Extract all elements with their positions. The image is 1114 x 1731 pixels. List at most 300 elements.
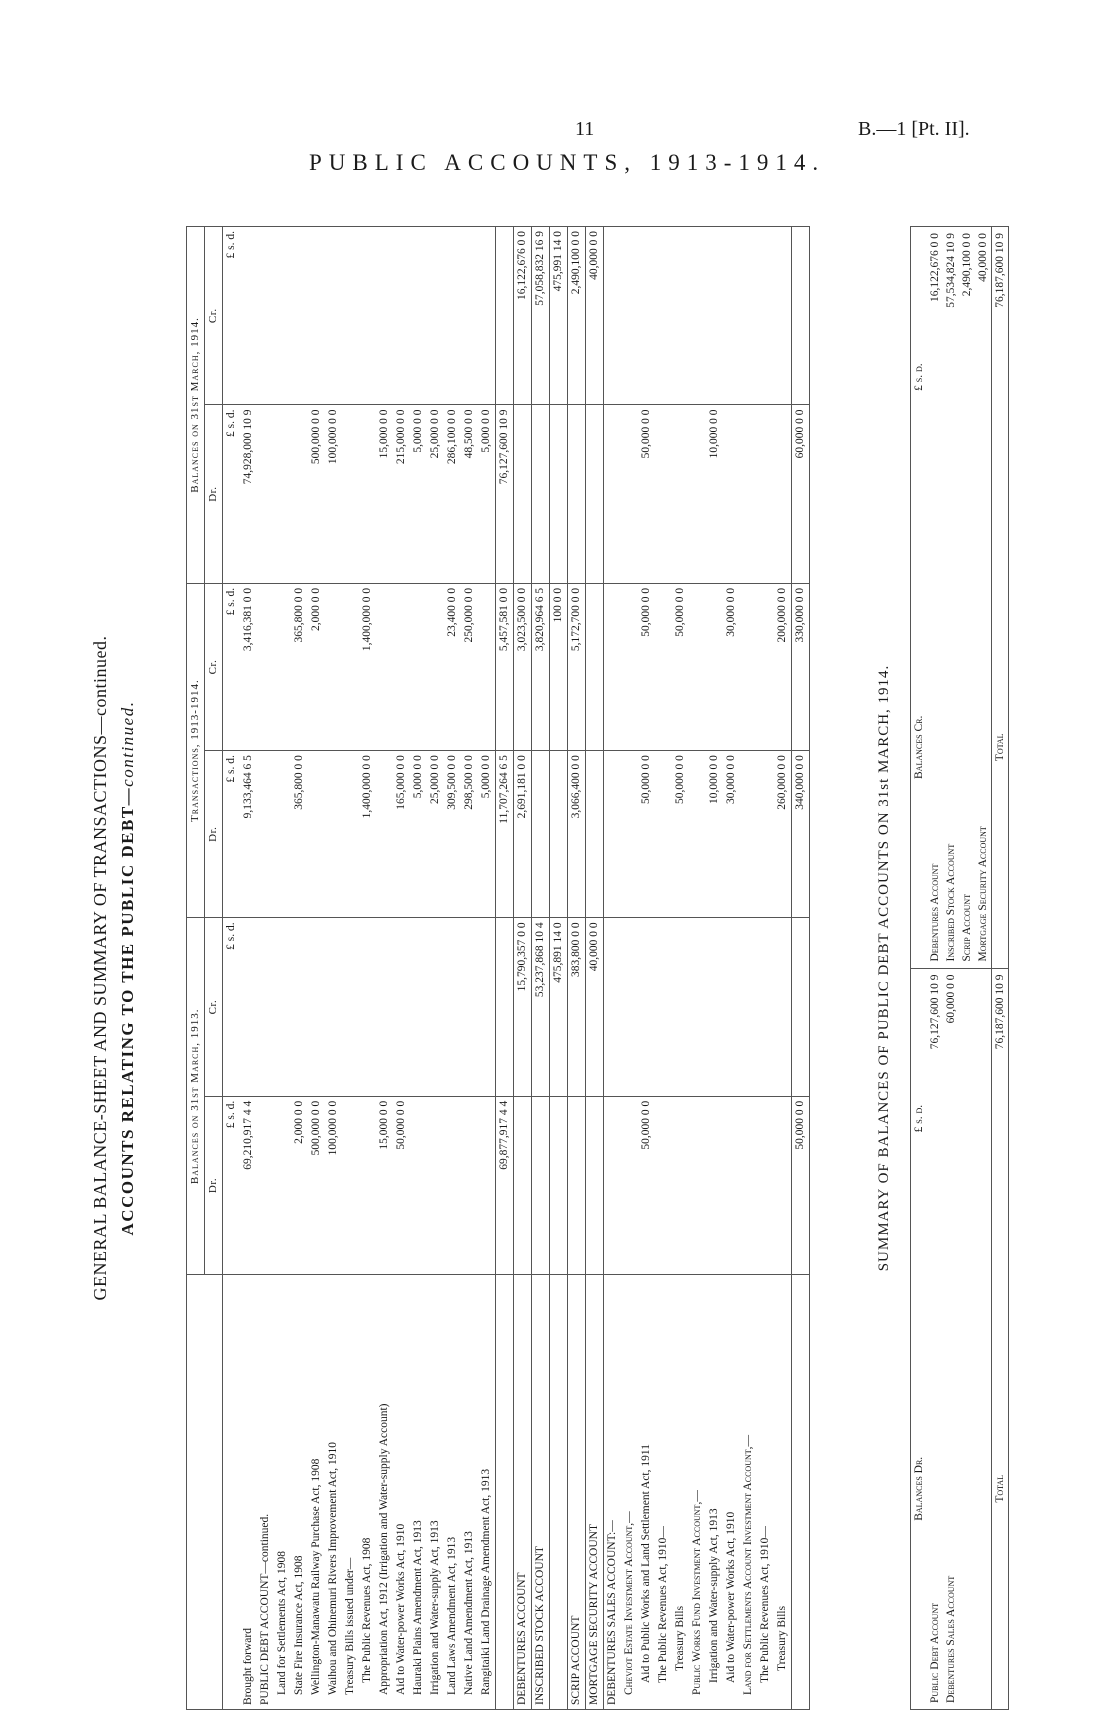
summary-cr-head: Balances Cr. [911,527,928,968]
summary-total-row [992,227,1009,1710]
amount-cell-c14 [774,227,792,405]
amount-cell-d13: 50,000 0 0 [638,1096,655,1274]
summary-total-label: Total [992,1269,1009,1710]
amount-cell-dt: 3,066,400 0 0 [568,751,586,918]
row-label [496,1275,514,1710]
row-label: SCRIP ACCOUNT [568,1275,586,1710]
row-label: Appropriation Act, 1912 (Irrigation and Water-supply Account) [376,1275,393,1710]
table-row [274,227,291,1710]
amount-cell-d14 [291,405,308,583]
amount-cell-c14: 57,058,832 16 9 [532,227,550,405]
amount-cell-dt: 165,000 0 0 [393,751,410,918]
amount-cell-c14 [274,227,291,405]
units-cell: £ s. d. [223,1096,241,1274]
row-label: Treasury Bills [774,1275,792,1710]
row-label: PUBLIC DEBT ACCOUNT—continued. [257,1275,274,1710]
amount-cell-d13 [723,1096,740,1274]
table-row [723,227,740,1710]
amount-cell-c14 [325,227,342,405]
table-row [410,227,427,1710]
amount-cell-c14 [240,227,257,405]
row-label: Brought forward [240,1275,257,1710]
amount-cell-ct: 50,000 0 0 [638,583,655,750]
amount-cell-d13 [550,1096,568,1274]
summary-dr-label: Debentures Sales Account [945,1575,957,1703]
row-label: Treasury Bills [672,1275,689,1710]
balance-sheet-title: GENERAL BALANCE-SHEET AND SUMMARY OF TRANSACTIONS—continued. [90,635,110,1301]
section-title [118,218,138,1718]
amount-cell-d13: 2,000 0 0 [291,1096,308,1274]
row-label: Aid to Water-power Works Act, 1910 [393,1275,410,1710]
amount-cell-c14 [427,227,444,405]
amount-cell-d13: 15,000 0 0 [376,1096,393,1274]
amount-cell-dt [257,751,274,918]
amount-cell-c14 [655,227,672,405]
amount-cell-c13 [723,918,740,1096]
amount-cell-d13 [342,1096,359,1274]
amount-cell-d14 [672,405,689,583]
units-blank [223,1275,241,1710]
amount-cell-d14 [757,405,774,583]
amount-cell-d13 [532,1096,550,1274]
summary-cr-value: 16,122,676 0 0 [929,233,941,302]
amount-cell-dt: 50,000 0 0 [672,751,689,918]
amount-cell-c14 [792,227,810,405]
summary-cr-label: Mortgage Security Account [975,527,992,968]
amount-cell-ct [274,583,291,750]
amount-cell-c13 [342,918,359,1096]
row-label: Hauraki Plains Amendment Act, 1913 [410,1275,427,1710]
amount-cell-ct [342,583,359,750]
subtotal-row [496,227,514,1710]
amount-cell-d14 [604,405,622,583]
row-label: INSCRIBED STOCK ACCOUNT [532,1275,550,1710]
amount-cell-d14 [655,405,672,583]
amount-cell-d13: 100,000 0 0 [325,1096,342,1274]
amount-cell-c13 [274,918,291,1096]
amount-cell-c14 [757,227,774,405]
amount-cell-d13: 50,000 0 0 [393,1096,410,1274]
row-label [792,1275,810,1710]
amount-cell-c14 [706,227,723,405]
amount-cell-c13 [376,918,393,1096]
amount-cell-c14: 16,122,676 0 0 [514,227,532,405]
amount-cell-c14: 475,991 14 0 [550,227,568,405]
amount-cell-d13: 69,877,917 4 4 [496,1096,514,1274]
amount-cell-d13 [359,1096,376,1274]
table-row [376,227,393,1710]
amount-cell-c13 [393,918,410,1096]
amount-cell-c13 [774,918,792,1096]
amount-cell-c13 [604,918,622,1096]
table-row [740,227,757,1710]
table-row [604,227,622,1710]
amount-cell-d13: 50,000 0 0 [792,1096,810,1274]
summary-units: £ s. d. [913,1104,925,1133]
units-cell: £ s. d. [223,227,241,405]
table-row [257,227,274,1710]
amount-cell-dt [376,751,393,918]
row-label: Irrigation and Water-supply Act, 1913 [427,1275,444,1710]
amount-cell-ct: 1,400,000 0 0 [359,583,376,750]
row-label: Aid to Public Works and Land Settlement Act, 1911 [638,1275,655,1710]
section-title-main: ACCOUNTS RELATING TO THE PUBLIC DEBT— [118,786,137,1236]
amount-cell-c14 [638,227,655,405]
amount-cell-dt [308,751,325,918]
amount-cell-d13 [274,1096,291,1274]
sales-total-row [792,227,810,1710]
header-cr: Cr. [205,918,223,1096]
amount-cell-d14: 215,000 0 0 [393,405,410,583]
summary-row [959,227,975,1710]
amount-cell-ct [604,583,622,750]
amount-cell-d13 [568,1096,586,1274]
amount-cell-ct [757,583,774,750]
amount-cell-d14: 48,500 0 0 [461,405,478,583]
amount-cell-dt: 9,133,464 6 5 [240,751,257,918]
amount-cell-d14 [342,405,359,583]
units-cell: £ s. d. [223,918,241,1096]
amount-cell-ct [427,583,444,750]
amount-cell-c14 [740,227,757,405]
amount-cell-dt: 260,000 0 0 [774,751,792,918]
amount-cell-d14 [568,405,586,583]
amount-cell-dt [757,751,774,918]
amount-cell-c13 [240,918,257,1096]
public-debt-table [186,226,810,1710]
amount-cell-c13 [291,918,308,1096]
amount-cell-dt [586,751,604,918]
row-label: DEBENTURES ACCOUNT [514,1275,532,1710]
row-label: The Public Revenues Act, 1910— [655,1275,672,1710]
amount-cell-dt: 365,800 0 0 [291,751,308,918]
amount-cell-dt: 298,500 0 0 [461,751,478,918]
amount-cell-c13: 15,790,357 0 0 [514,918,532,1096]
table-row [359,227,376,1710]
amount-cell-d14: 76,127,600 10 9 [496,405,514,583]
amount-cell-c13 [410,918,427,1096]
amount-cell-c14 [689,227,706,405]
amount-cell-c14 [723,227,740,405]
amount-cell-c13 [740,918,757,1096]
amount-cell-ct: 2,000 0 0 [308,583,325,750]
amount-cell-d14 [550,405,568,583]
units-row [223,227,241,1710]
summary-dr-value: 60,000 0 0 [945,974,957,1024]
header-transactions: Transactions, 1913-1914. [187,583,205,918]
row-label: Wellington-Manawatu Railway Purchase Act, 1908 [308,1275,325,1710]
amount-cell-d14: 74,928,000 10 9 [240,405,257,583]
row-label: Irrigation and Water-supply Act, 1913 [706,1275,723,1710]
amount-cell-d14 [514,405,532,583]
amount-cell-dt: 25,000 0 0 [427,751,444,918]
table-row [655,227,672,1710]
amount-cell-dt: 5,000 0 0 [410,751,427,918]
table-row [689,227,706,1710]
amount-cell-c13 [325,918,342,1096]
amount-cell-c14 [672,227,689,405]
summary-dr-head: Balances Dr. [913,1456,925,1521]
amount-cell-ct: 200,000 0 0 [774,583,792,750]
amount-cell-d13 [706,1096,723,1274]
row-label: Aid to Water-power Works Act, 1910 [723,1275,740,1710]
account-header [187,1275,223,1710]
amount-cell-c13 [689,918,706,1096]
amount-cell-d14 [257,405,274,583]
row-label [550,1275,568,1710]
amount-cell-dt [532,751,550,918]
amount-cell-c13 [757,918,774,1096]
amount-cell-c13 [655,918,672,1096]
amount-cell-ct [257,583,274,750]
amount-cell-d14 [689,405,706,583]
amount-cell-c13 [496,918,514,1096]
table-row [308,227,325,1710]
account-row [514,227,532,1710]
amount-cell-dt: 2,691,181 0 0 [514,751,532,918]
rotated-table-area [90,218,1114,1718]
amount-cell-dt [274,751,291,918]
amount-cell-c14 [604,227,622,405]
row-label: Land for Settlements Account Investment Account,— [740,1275,757,1710]
amount-cell-c13: 383,800 0 0 [568,918,586,1096]
amount-cell-ct: 3,416,381 0 0 [240,583,257,750]
header-cr: Cr. [205,583,223,750]
amount-cell-ct: 5,172,700 0 0 [568,583,586,750]
amount-cell-d13 [586,1096,604,1274]
amount-cell-c14 [308,227,325,405]
amount-cell-d14: 25,000 0 0 [427,405,444,583]
amount-cell-ct [706,583,723,750]
header-dr: Dr. [205,751,223,918]
header-bal-1914: Balances on 31st March, 1914. [187,227,205,584]
row-label: Public Works Fund Investment Account,— [689,1275,706,1710]
amount-cell-d13 [757,1096,774,1274]
amount-cell-ct: 50,000 0 0 [672,583,689,750]
amount-cell-dt: 30,000 0 0 [723,751,740,918]
table-row [638,227,655,1710]
table-row [461,227,478,1710]
table-row [427,227,444,1710]
amount-cell-d14 [774,405,792,583]
row-label: Land for Settlements Act, 1908 [274,1275,291,1710]
row-label: Treasury Bills issued under— [342,1275,359,1710]
summary-head-row [911,227,928,1710]
row-label: Land Laws Amendment Act, 1913 [444,1275,461,1710]
amount-cell-d14: 100,000 0 0 [325,405,342,583]
amount-cell-d14 [740,405,757,583]
section-title-cont: continued. [118,700,137,787]
summary-cr-total: 76,187,600 10 9 [992,227,1009,528]
table-row [478,227,496,1710]
amount-cell-d14: 10,000 0 0 [706,405,723,583]
units-cell: £ s. d. [223,405,241,583]
amount-cell-dt: 340,000 0 0 [792,751,810,918]
row-label: Cheviot Estate Investment Account,— [621,1275,638,1710]
table-row [621,227,638,1710]
header-cr: Cr. [205,227,223,405]
row-label: Waihou and Ohinemuri Rivers Improvement Act, 1910 [325,1275,342,1710]
amount-cell-c14 [621,227,638,405]
amount-cell-dt: 5,000 0 0 [478,751,496,918]
summary-cr-value: 2,490,100 0 0 [961,233,973,297]
amount-cell-d13: 500,000 0 0 [308,1096,325,1274]
header-dr: Dr. [205,405,223,583]
amount-cell-dt: 1,400,000 0 0 [359,751,376,918]
amount-cell-c13 [427,918,444,1096]
summary-cr-label: Inscribed Stock Account [943,527,959,968]
amount-cell-d14: 60,000 0 0 [792,405,810,583]
row-label: DEBENTURES SALES ACCOUNT:— [604,1275,622,1710]
amount-cell-d13 [410,1096,427,1274]
amount-cell-ct: 3,023,500 0 0 [514,583,532,750]
units-cell: £ s. d. [223,751,241,918]
summary-title: SUMMARY OF BALANCES OF PUBLIC DEBT ACCOUNTS ON 31st MARCH, 1914. [876,664,892,1272]
table-row [240,227,257,1710]
amount-cell-dt [550,751,568,918]
amount-cell-dt: 10,000 0 0 [706,751,723,918]
summary-dr-label [975,1269,992,1710]
amount-cell-ct: 23,400 0 0 [444,583,461,750]
amount-cell-dt [655,751,672,918]
amount-cell-d13 [427,1096,444,1274]
amount-cell-c14 [342,227,359,405]
amount-cell-ct: 330,000 0 0 [792,583,810,750]
amount-cell-c14 [291,227,308,405]
amount-cell-ct: 5,457,581 0 0 [496,583,514,750]
amount-cell-d14 [723,405,740,583]
amount-cell-ct [621,583,638,750]
amount-cell-d13 [655,1096,672,1274]
summary-units: £ s. d. [913,363,925,391]
amount-cell-ct: 30,000 0 0 [723,583,740,750]
amount-cell-d13 [461,1096,478,1274]
amount-cell-d13 [621,1096,638,1274]
amount-cell-d13 [604,1096,622,1274]
table-row [444,227,461,1710]
account-row [550,227,568,1710]
amount-cell-c14 [444,227,461,405]
amount-cell-c14 [257,227,274,405]
summary-row [943,227,959,1710]
amount-cell-c14 [461,227,478,405]
summary-cr-label: Scrip Account [959,527,975,968]
units-cell: £ s. d. [223,583,241,750]
amount-cell-ct [689,583,706,750]
amount-cell-c13 [672,918,689,1096]
amount-cell-ct: 100 0 0 [550,583,568,750]
row-label: The Public Revenues Act, 1908 [359,1275,376,1710]
header-dr: Dr. [205,1096,223,1274]
summary-dr-label: Public Debt Account [929,1602,941,1703]
amount-cell-c13: 40,000 0 0 [586,918,604,1096]
amount-cell-c13 [461,918,478,1096]
amount-cell-c13: 475,891 14 0 [550,918,568,1096]
amount-cell-d14: 5,000 0 0 [478,405,496,583]
amount-cell-c13 [792,918,810,1096]
amount-cell-d13 [478,1096,496,1274]
amount-cell-c14 [478,227,496,405]
account-row [532,227,550,1710]
amount-cell-dt: 309,500 0 0 [444,751,461,918]
amount-cell-d14: 5,000 0 0 [410,405,427,583]
header-bal-1913: Balances on 31st March, 1913. [187,918,205,1275]
summary-cr-value: 40,000 0 0 [977,233,989,282]
amount-cell-d13 [444,1096,461,1274]
row-label: Rangitaiki Land Drainage Amendment Act, 1913 [478,1275,496,1710]
publication-title: PUBLIC ACCOUNTS, 1913-1914. [309,150,826,175]
amount-cell-c14 [359,227,376,405]
account-row [586,227,604,1710]
amount-cell-ct [376,583,393,750]
amount-cell-c14 [376,227,393,405]
table-row [325,227,342,1710]
table-row [342,227,359,1710]
amount-cell-d13 [740,1096,757,1274]
table-row [291,227,308,1710]
amount-cell-dt [342,751,359,918]
amount-cell-c14 [393,227,410,405]
amount-cell-ct [655,583,672,750]
amount-cell-c13 [638,918,655,1096]
page-number: 11 [575,118,595,140]
amount-cell-d14 [621,405,638,583]
amount-cell-d14 [586,405,604,583]
amount-cell-c13: 53,237,868 10 4 [532,918,550,1096]
amount-cell-c14 [496,227,514,405]
table-row [672,227,689,1710]
amount-cell-d14: 286,100 0 0 [444,405,461,583]
table-row [393,227,410,1710]
amount-cell-d14 [359,405,376,583]
amount-cell-dt [621,751,638,918]
row-label: State Fire Insurance Act, 1908 [291,1275,308,1710]
amount-cell-c13 [621,918,638,1096]
amount-cell-d13 [257,1096,274,1274]
amount-cell-ct: 3,820,964 6 5 [532,583,550,750]
amount-cell-c13 [359,918,376,1096]
summary-dr-value [975,968,992,1269]
summary-table [910,226,1009,1710]
table-row [706,227,723,1710]
amount-cell-dt [740,751,757,918]
amount-cell-c13 [308,918,325,1096]
amount-cell-c13 [478,918,496,1096]
amount-cell-dt [325,751,342,918]
amount-cell-d13 [672,1096,689,1274]
amount-cell-d14: 50,000 0 0 [638,405,655,583]
summary-row [975,227,992,1710]
amount-cell-c14 [410,227,427,405]
summary-cr-value: 57,534,824 10 9 [945,233,957,308]
summary-dr-label [959,1269,975,1710]
row-label: Native Land Amendment Act, 1913 [461,1275,478,1710]
amount-cell-c13 [444,918,461,1096]
amount-cell-c14: 40,000 0 0 [586,227,604,405]
table-row [757,227,774,1710]
amount-cell-d14 [532,405,550,583]
amount-cell-dt: 50,000 0 0 [638,751,655,918]
amount-cell-c13 [706,918,723,1096]
summary-cr-label: Debentures Account [927,527,943,968]
amount-cell-ct [325,583,342,750]
amount-cell-dt: 11,707,264 6 5 [496,751,514,918]
row-label: The Public Revenues Act, 1910— [757,1275,774,1710]
amount-cell-dt [604,751,622,918]
amount-cell-c13 [257,918,274,1096]
summary-dr-value [959,968,975,1269]
row-label: MORTGAGE SECURITY ACCOUNT [586,1275,604,1710]
